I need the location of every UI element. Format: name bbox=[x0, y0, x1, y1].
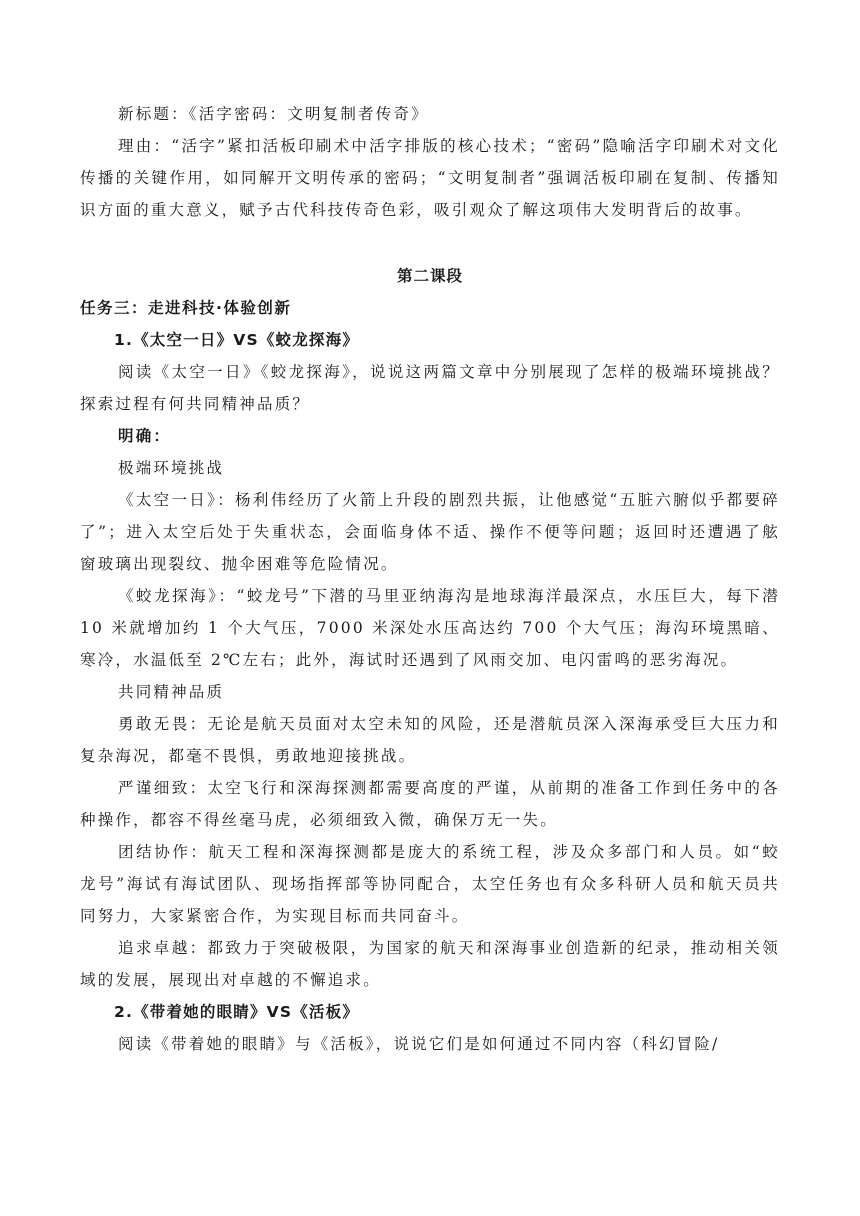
sea-paragraph: 《蛟龙探海》：“蛟龙号”下潜的马里亚纳海沟是地球海洋最深点，水压巨大，每下潜 10 米就增加约 1 个大气压，7000 米深处水压高达约 700 个大气压；海沟环境黑暗、寒冷，水温低至 2℃左右；此外，海试时还遇到了风雨交加、电闪雷鸣的恶劣海况。 bbox=[80, 587, 780, 669]
part1-heading: 1.《太空一日》VS《蛟龙探海》 bbox=[114, 331, 360, 349]
reason-paragraph: 理由：“活字”紧扣活板印刷术中活字排版的核心技术；“密码”隐喻活字印刷术对文化传播的关键作用，如同解开文明传承的密码；“文明复制者”强调活板印刷在复制、传播知识方面的重大意义，赋予古代科技传奇色彩，吸引观众了解这项伟大发明背后的故事。 bbox=[80, 137, 780, 219]
part2-question: 阅读《带着她的眼睛》与《活板》，说说它们是如何通过不同内容（科幻冒险/ bbox=[118, 1035, 720, 1053]
part2-heading: 2.《带着她的眼睛》VS《活板》 bbox=[114, 1003, 360, 1021]
quality-teamwork: 团结协作：航天工程和深海探测都是庞大的系统工程，涉及众多部门和人员。如“蛟龙号”海试有海试团队、现场指挥部等协同配合，太空任务也有众多科研人员和航天员共同努力，大家紧密合作，为实现目标而共同奋斗。 bbox=[80, 843, 780, 925]
document-page bbox=[80, 98, 780, 1060]
answer-label: 明确： bbox=[118, 427, 172, 445]
task-heading: 任务三：走进科技·体验创新 bbox=[80, 299, 292, 317]
space-paragraph: 《太空一日》：杨利伟经历了火箭上升段的剧烈共振，让他感觉“五脏六腑似乎都要碎了”；进入太空后处于失重状态，会面临身体不适、操作不便等问题；返回时还遭遇了舷窗玻璃出现裂纹、抛伞困难等危险情况。 bbox=[80, 491, 780, 573]
subheading-common-qualities: 共同精神品质 bbox=[118, 683, 225, 701]
quality-brave: 勇敢无畏：无论是航天员面对太空未知的风险，还是潜航员深入深海承受巨大压力和复杂海况，都毫不畏惧，勇敢地迎接挑战。 bbox=[80, 715, 780, 765]
quality-excellence: 追求卓越：都致力于突破极限，为国家的航天和深海事业创造新的纪录，推动相关领域的发展，展现出对卓越的不懈追求。 bbox=[80, 939, 780, 989]
part1-question: 阅读《太空一日》《蛟龙探海》，说说这两篇文章中分别展现了怎样的极端环境挑战？探索过程有何共同精神品质？ bbox=[80, 363, 780, 413]
subheading-extreme-challenges: 极端环境挑战 bbox=[118, 459, 225, 477]
quality-rigorous: 严谨细致：太空飞行和深海探测都需要高度的严谨，从前期的准备工作到任务中的各种操作，都容不得丝毫马虎，必须细致入微，确保万无一失。 bbox=[80, 779, 780, 829]
new-title-line: 新标题：《活字密码：文明复制者传奇》 bbox=[118, 105, 429, 123]
section-title: 第二课段 bbox=[396, 267, 463, 285]
